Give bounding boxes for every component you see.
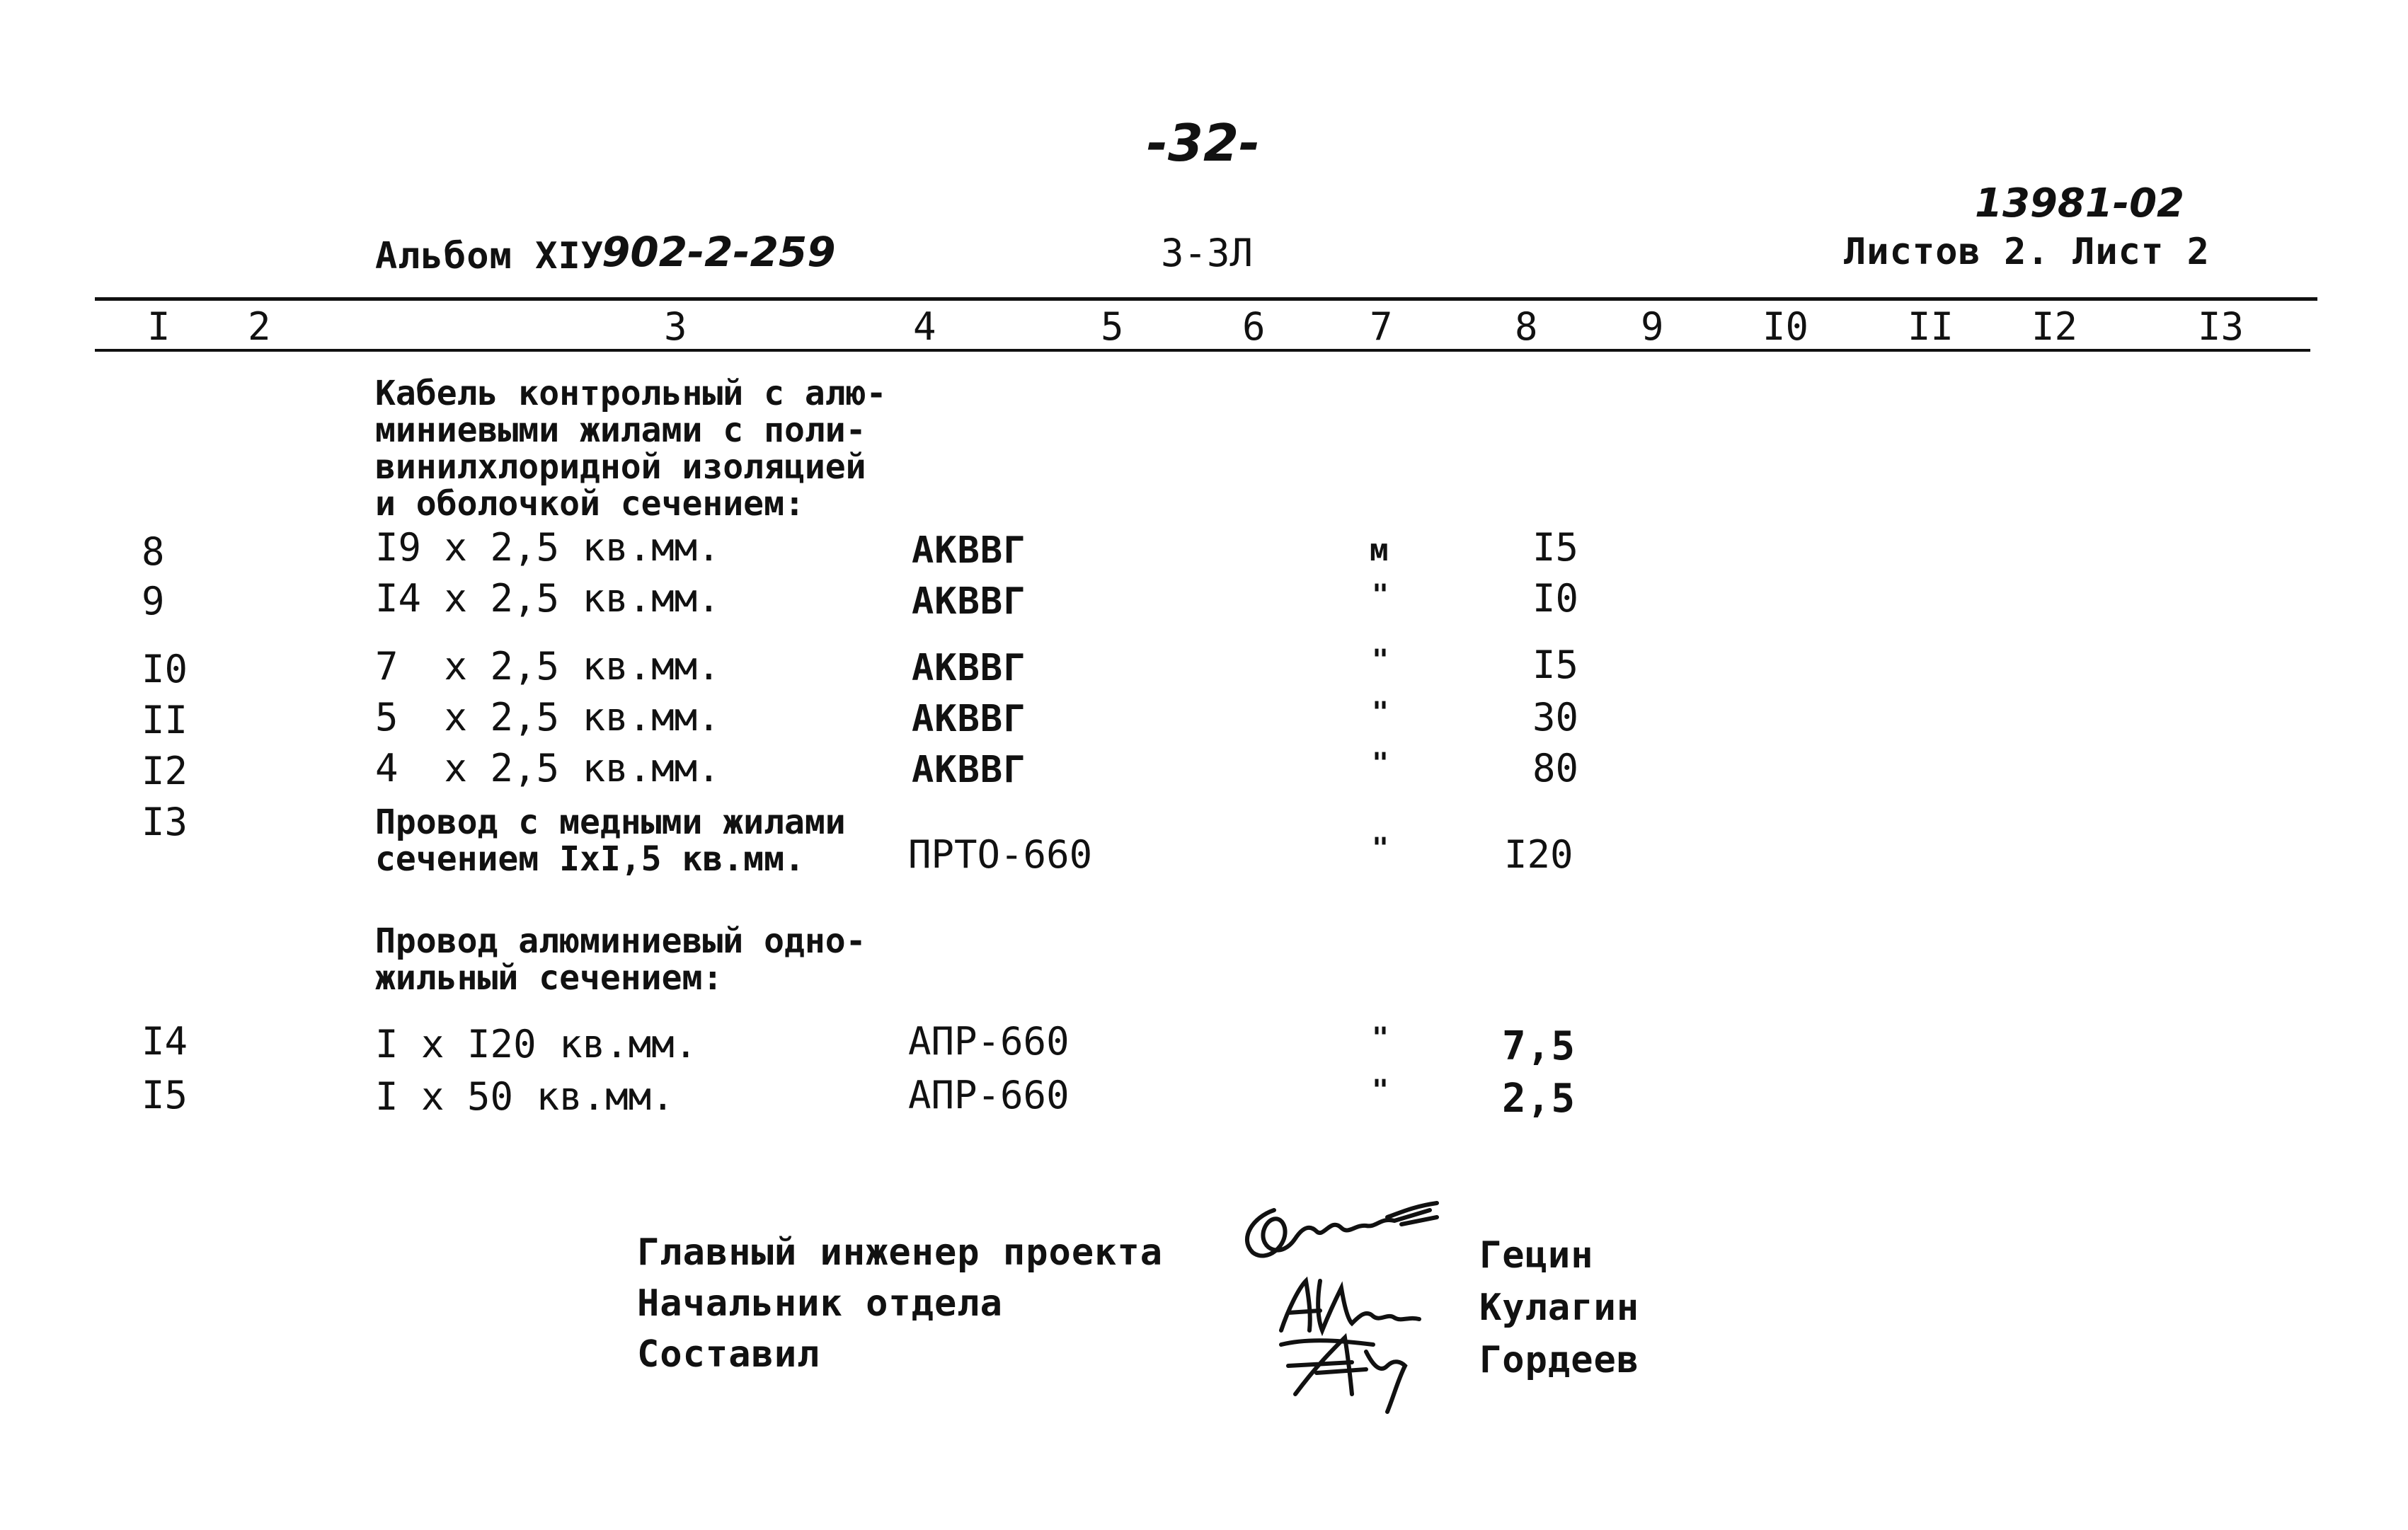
row-description: 4 x 2,5 кв.мм.: [375, 746, 721, 790]
row-mark: АПР-660: [908, 1073, 1070, 1117]
aluminium-wire-heading: Провод алюминиевый одно- жильный сечением:: [375, 921, 866, 998]
album-label: Альбом XIУ: [375, 235, 604, 277]
row-quantity: I0: [1532, 576, 1579, 621]
album-code: 902-2-259: [602, 228, 836, 276]
signature-name: Гецин: [1479, 1234, 1594, 1277]
column-header: 7: [1370, 304, 1393, 349]
row-mark: АПР-660: [908, 1019, 1070, 1064]
row-mark: АКВВГ: [912, 698, 1026, 740]
column-header: 9: [1641, 304, 1664, 349]
row-unit: ": [1372, 747, 1390, 780]
column-header: 3: [664, 304, 687, 349]
row-mark: ПРТО-660: [908, 832, 1093, 877]
row-description: 5 x 2,5 кв.мм.: [375, 695, 721, 740]
column-header: 8: [1515, 304, 1538, 349]
row-description: I4 x 2,5 кв.мм.: [375, 576, 721, 621]
row-unit: ": [1372, 1074, 1390, 1107]
signature-name: Кулагин: [1479, 1287, 1640, 1329]
row-number: II: [142, 698, 188, 742]
row-number: 8: [142, 529, 165, 574]
handwritten-signature: [1225, 1196, 1465, 1274]
section-code: 3-3Л: [1161, 231, 1254, 275]
signature-role: Составил: [637, 1333, 820, 1376]
row-description: I9 x 2,5 кв.мм.: [375, 525, 721, 570]
row-number: 9: [142, 579, 165, 623]
row-quantity: I5: [1532, 643, 1579, 687]
row-number: I5: [142, 1073, 188, 1117]
row-quantity: I5: [1532, 525, 1579, 570]
row-mark: АКВВГ: [912, 749, 1026, 791]
column-header: I3: [2198, 304, 2244, 349]
row-quantity: 7,5: [1502, 1023, 1576, 1069]
row-number: I4: [142, 1019, 188, 1064]
handwritten-signature: [1267, 1323, 1430, 1422]
row-quantity: 2,5: [1502, 1076, 1576, 1122]
signature-role: Главный инженер проекта: [637, 1231, 1164, 1274]
row-mark: АКВВГ: [912, 580, 1026, 623]
sheets-info: Листов 2. Лист 2: [1844, 231, 2210, 273]
row-unit: ": [1372, 644, 1390, 677]
row-number: I3: [142, 800, 188, 844]
row-mark: АКВВГ: [912, 529, 1026, 572]
column-header: 6: [1242, 304, 1266, 349]
column-header: I2: [2031, 304, 2078, 349]
document-number: 13981-02: [1975, 180, 2184, 226]
row-description: 7 x 2,5 кв.мм.: [375, 644, 721, 689]
signature-role: Начальник отдела: [637, 1282, 1003, 1325]
column-header: II: [1908, 304, 1954, 349]
row-number: I0: [142, 647, 188, 691]
copper-wire-description: Провод с медными жилами сечением IxI,5 кв.мм.: [375, 803, 846, 879]
column-header: 2: [248, 304, 271, 349]
row-description: I x I20 кв.мм.: [375, 1022, 698, 1066]
row-quantity: 80: [1532, 746, 1579, 790]
column-header: I: [147, 304, 171, 349]
row-unit: м: [1370, 532, 1389, 568]
row-number: I2: [142, 749, 188, 793]
signature-name: Гордеев: [1479, 1339, 1640, 1381]
column-header: I0: [1762, 304, 1809, 349]
row-unit: ": [1372, 696, 1390, 729]
row-mark: АКВВГ: [912, 647, 1026, 689]
row-unit: ": [1372, 832, 1390, 865]
page-number: -32-: [1147, 113, 1260, 173]
table-top-rule: [95, 297, 2317, 301]
column-header: 4: [913, 304, 936, 349]
cable-group-heading: Кабель контрольный с алю- миниевыми жилами с поли- винилхлоридной изоляцией и оболочкой сечением:: [375, 374, 887, 524]
row-unit: ": [1372, 1022, 1390, 1054]
column-header: 5: [1101, 304, 1124, 349]
row-description: I x 50 кв.мм.: [375, 1074, 675, 1119]
row-unit: ": [1372, 579, 1390, 611]
table-header-rule: [95, 349, 2310, 352]
row-quantity: 30: [1532, 695, 1579, 740]
row-quantity: I20: [1504, 832, 1573, 877]
